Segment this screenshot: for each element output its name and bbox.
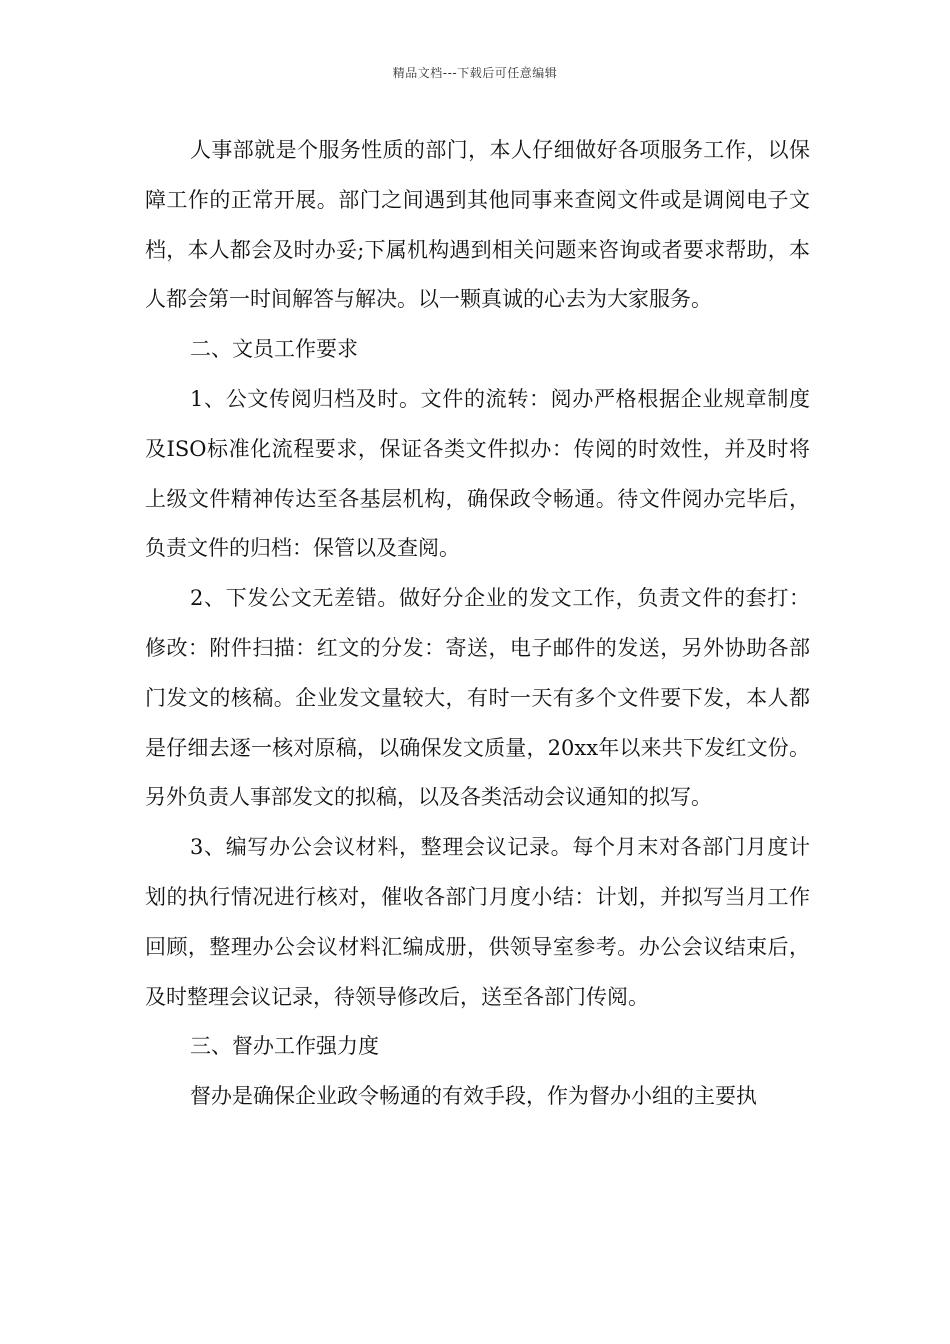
section-heading-supervision: 三、督办工作强力度 bbox=[190, 1034, 379, 1059]
paragraph-document-issuance: 2、下发公文无差错。做好分企业的发文工作，负责文件的套打：修改：附件扫描：红文的分发：寄送，电子邮件的发送，另外协助各部门发文的核稿。企业发文量较大，有时一天有多个文件要下发，本人都是仔细去逐一核对原稿，以确保发文质量，20xx年以来共下发红文份。另外负责人事部发文的拟稿，以及各类活动会议通知的拟写。 bbox=[145, 586, 810, 810]
paragraph-hr-service: 人事部就是个服务性质的部门，本人仔细做好各项服务工作，以保障工作的正常开展。部门之间遇到其他同事来查阅文件或是调阅电子文档，本人都会及时办妥;下属机构遇到相关问题来咨询或者要求帮助，本人都会第一时间解答与解决。以一颗真诚的心去为大家服务。 bbox=[145, 138, 810, 312]
paragraph-document-circulation: 1、公文传阅归档及时。文件的流转：阅办严格根据企业规章制度及ISO标准化流程要求，保证各类文件拟办：传阅的时效性，并及时将上级文件精神传达至各基层机构，确保政令畅通。待文件阅办完毕后，负责文件的归档：保管以及查阅。 bbox=[145, 386, 810, 561]
page-header: 精品文档---下载后可任意编辑 bbox=[392, 66, 558, 80]
document-body bbox=[145, 126, 810, 1122]
paragraph-supervision: 督办是确保企业政令畅通的有效手段，作为督办小组的主要执 bbox=[190, 1084, 757, 1109]
paragraph-meeting-materials: 3、编写办公会议材料，整理会议记录。每个月末对各部门月度计划的执行情况进行核对，催收各部门月度小结：计划，并拟写当月工作回顾，整理办公会议材料汇编成册，供领导室参考。办公会议结束后，及时整理会议记录，待领导修改后，送至各部门传阅。 bbox=[145, 835, 810, 1009]
section-heading-clerk-requirements: 二、文员工作要求 bbox=[190, 337, 358, 362]
